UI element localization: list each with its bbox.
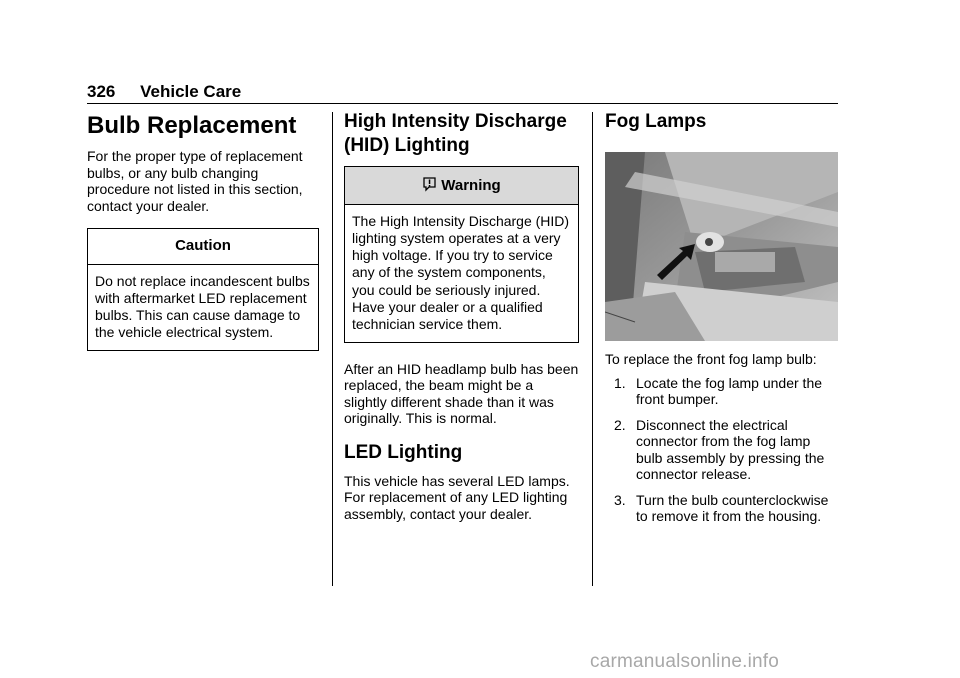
caution-label: Caution — [88, 229, 318, 265]
page-number: 326 — [87, 82, 116, 101]
caution-text: Do not replace incandescent bulbs with aftermarket LED replacement bulbs. This can cause damage to the vehicle electrical system. — [95, 272, 310, 341]
led-paragraph: This vehicle has several LED lamps. For replacement of any LED lighting assembly, contact your dealer. — [344, 472, 570, 522]
exclamation-bubble-icon — [422, 176, 437, 195]
fog-lamp-intro: To replace the front fog lamp bulb: — [605, 351, 817, 367]
warning-header — [345, 167, 578, 205]
bulb-replacement-intro: For the proper type of replacement bulbs, or any bulb changing procedure not listed in this section, contact your dealer. — [87, 148, 303, 214]
led-heading: LED Lighting — [344, 441, 463, 463]
bulb-replacement-heading: Bulb Replacement — [87, 112, 297, 139]
warning-text: The High Intensity Discharge (HID) lighting system operates at a very high voltage. If you try to service any of the system components, you could be seriously injured. Have your dealer or a qualified technician service them. — [352, 212, 570, 333]
watermark: carmanualsonline.info — [590, 651, 780, 672]
column-divider-2 — [592, 112, 593, 586]
section-title: Vehicle Care — [140, 82, 242, 101]
header-rule — [87, 103, 838, 104]
fog-lamp-steps — [605, 375, 839, 525]
hid-paragraph: After an HID headlamp bulb has been replaced, the beam might be a slightly different shade than it was originally. This is normal. — [344, 360, 579, 427]
warning-box — [344, 166, 579, 343]
column-1 — [87, 108, 319, 351]
warning-label: Warning — [441, 177, 501, 194]
list-item: 2. Disconnect the electrical connector from the fog lamp bulb assembly by pressing the connector release. — [614, 416, 825, 482]
list-item: 1. Locate the fog lamp under the front bumper. — [614, 374, 823, 407]
list-item: 3. Turn the bulb counterclockwise to remove it from the housing. — [614, 491, 829, 524]
fog-lamps-heading: Fog Lamps — [605, 111, 707, 132]
column-3 — [605, 108, 839, 534]
hid-heading: High Intensity Discharge (HID) Lighting — [344, 111, 567, 156]
column-2 — [344, 108, 579, 522]
page-header — [87, 82, 241, 102]
fog-lamp-photo — [605, 152, 838, 341]
caution-box — [87, 228, 319, 351]
column-divider-1 — [332, 112, 333, 586]
